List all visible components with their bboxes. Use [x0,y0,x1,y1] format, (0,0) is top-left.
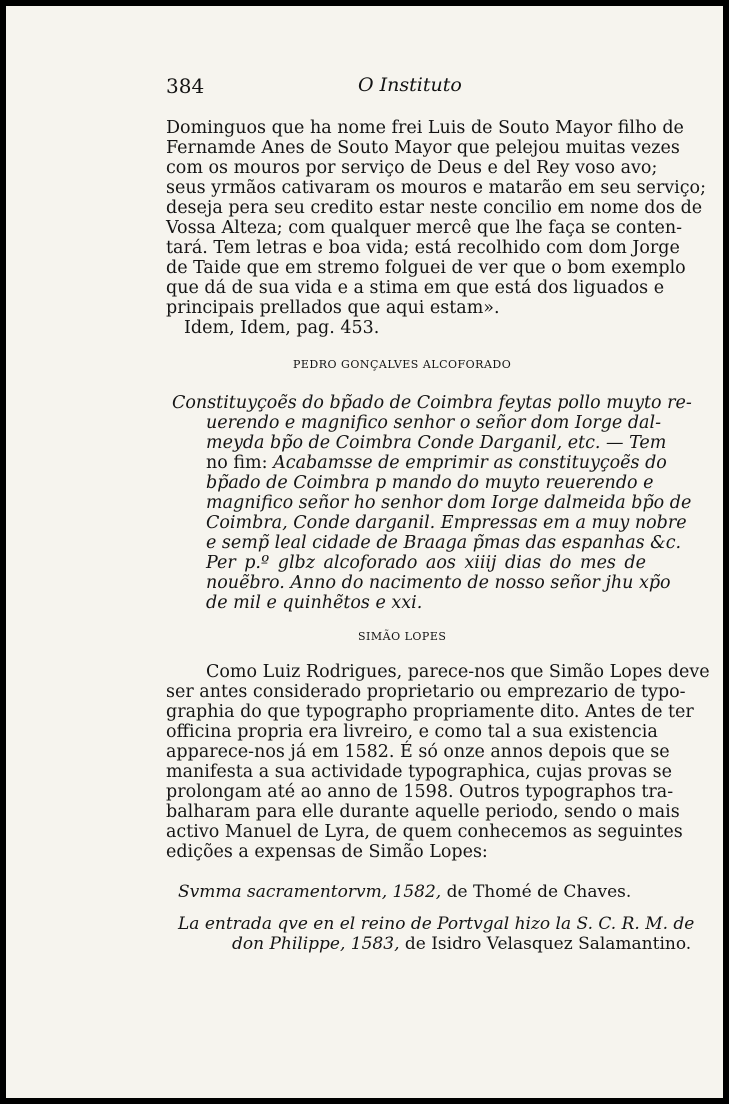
text-line: ser antes considerado proprietario ou emprezario de typo- [166,682,686,702]
text-line: prolongam até ao anno de 1598. Outros typographos tra- [166,782,674,802]
entry-line: bp̃ado de Coimbra p mando do muyto reuerendo e [206,473,654,493]
text-line: apparece-nos já em 1582. É só onze annos depois que se [166,742,670,762]
page [6,6,723,1098]
text-line: seus yrmãos cativaram os mouros e matarão em seu serviço; [166,178,706,198]
text-line: principais prellados que aqui estam». [166,298,500,318]
entry-line: meyda bp̃o de Coimbra Conde Darganil, etc. — Tem [206,433,667,453]
entry-line: Constituyçoẽs do bp̃ado de Coimbra feytas pollo muyto re- [172,393,692,413]
running-head: O Instituto [358,74,462,96]
text-line: graphia do que typographo propriamente dito. Antes de ter [166,702,694,722]
text-line: de Taide que em stremo folguei de ver que o bom exemplo [166,258,686,278]
entry-line: Coimbra, Conde darganil. Empressas em a muy nobre [206,513,687,533]
entry-line: nouẽbro. Anno do nacimento de nosso señor jhu xp̃o [206,573,671,593]
text-line: que dá de sua vida e a stima em que está dos liguados e [166,278,665,298]
bibliography-entry: La entrada qve en el reino de Portvgal hizo la S. C. R. M. de [178,914,695,934]
text-line: activo Manuel de Lyra, de quem conhecemos as seguintes [166,822,683,842]
text-line: deseja pera seu credito estar neste concilio em nome dos de [166,198,703,218]
entry-line: e semp̃ leal cidade de Braaga p̃mas das espanhas &c. [206,533,682,553]
citation-line: Idem, Idem, pag. 453. [184,318,380,338]
text-line: officina propria era livreiro, e como tal a sua existencia [166,722,658,742]
section-heading: PEDRO GONÇALVES ALCOFORADO [293,358,512,371]
text-line: balharam para elle durante aquelle periodo, sendo o mais [166,802,680,822]
entry-line: magnifico señor ho senhor dom Iorge dalmeida bp̃o de [206,493,692,513]
entry-line: Per p.º glbz alcoforado aos xiiij dias do mes de [206,553,646,573]
text-line: Dominguos que ha nome frei Luis de Souto Mayor filho de [166,118,684,138]
section-heading: SIMÃO LOPES [358,630,447,643]
text-line: Vossa Alteza; com qualquer mercê que lhe faça se conten- [166,218,683,238]
entry-line: de mil e quinhẽtos e xxi. [206,593,423,613]
text-line: Como Luiz Rodrigues, parece-nos que Simão Lopes deve [206,662,710,682]
page-number: 384 [166,74,205,98]
text-line: tará. Tem letras e boa vida; está recolhido com dom Jorge [166,238,680,258]
text-line: Fernamde Anes de Souto Mayor que pelejou muitas vezes [166,138,680,158]
entry-line: uerendo e magnifico senhor o señor dom Iorge dal- [206,413,661,433]
text-line: edições a expensas de Simão Lopes: [166,842,488,862]
text-line: manifesta a sua actividade typographica, cujas provas se [166,762,672,782]
bibliography-entry: Svmma sacramentorvm, 1582, de Thomé de Chaves. [178,882,632,902]
entry-line: no fim: Acabamsse de emprimir as constituyçoẽs do [206,453,667,473]
bibliography-entry-continuation: don Philippe, 1583, de Isidro Velasquez Salamantino. [232,934,692,954]
text-line: com os mouros por serviço de Deus e del Rey voso avo; [166,158,658,178]
